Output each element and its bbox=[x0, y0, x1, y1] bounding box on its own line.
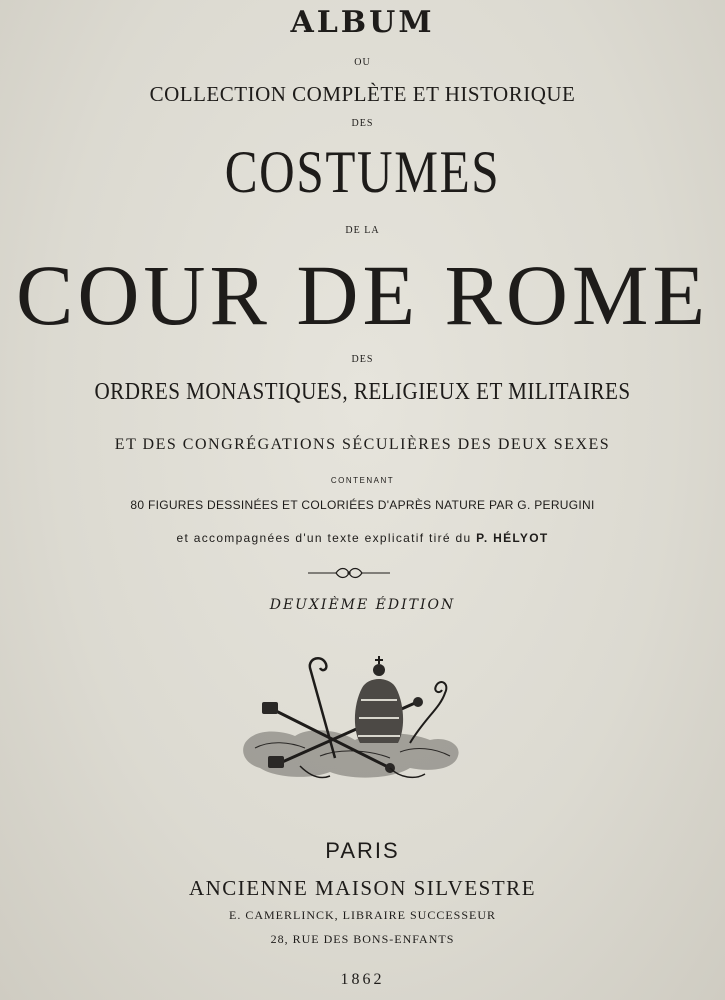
contenant-line: CONTENANT bbox=[330, 476, 395, 485]
author-name: P. HÉLYOT bbox=[476, 531, 549, 545]
des-connector-1: DES bbox=[351, 118, 374, 129]
imprint-city: PARIS bbox=[325, 838, 400, 863]
tiara-keys-emblem-icon bbox=[240, 648, 465, 788]
imprint-successor: E. CAMERLINCK, LIBRAIRE SUCCESSEUR bbox=[228, 908, 497, 922]
imprint-publisher: ANCIENNE MAISON SILVESTRE bbox=[188, 876, 537, 900]
des-connector-2: DES bbox=[351, 354, 374, 365]
ordres-line: ORDRES MONASTIQUES, RELIGIEUX ET MILITAIRES bbox=[94, 379, 631, 405]
imprint-address: 28, RUE DES BONS-ENFANTS bbox=[270, 932, 455, 946]
figures-line: 80 FIGURES DESSINÉES ET COLORIÉES D'APRÈS NATURE PAR G. PERUGINI bbox=[130, 498, 595, 512]
accompagnees-line bbox=[0, 532, 725, 544]
imprint-year: 1862 bbox=[340, 971, 385, 988]
edition-line: DEUXIÈME ÉDITION bbox=[269, 597, 456, 613]
ornament-divider-icon bbox=[306, 566, 392, 580]
collection-line: COLLECTION COMPLÈTE ET HISTORIQUE bbox=[149, 82, 576, 106]
costumes-heading: COSTUMES bbox=[224, 139, 501, 205]
accompagnees-text: et accompagnées d'un texte explicatif tiré du bbox=[176, 531, 472, 545]
de-la-connector: DE LA bbox=[345, 225, 380, 236]
cour-de-rome-heading: COUR DE ROME bbox=[15, 247, 710, 343]
album-heading: ALBUM bbox=[290, 5, 435, 40]
ou-connector: OU bbox=[354, 57, 371, 68]
congregations-line: ET DES CONGRÉGATIONS SÉCULIÈRES DES DEUX SEXES bbox=[114, 436, 611, 453]
